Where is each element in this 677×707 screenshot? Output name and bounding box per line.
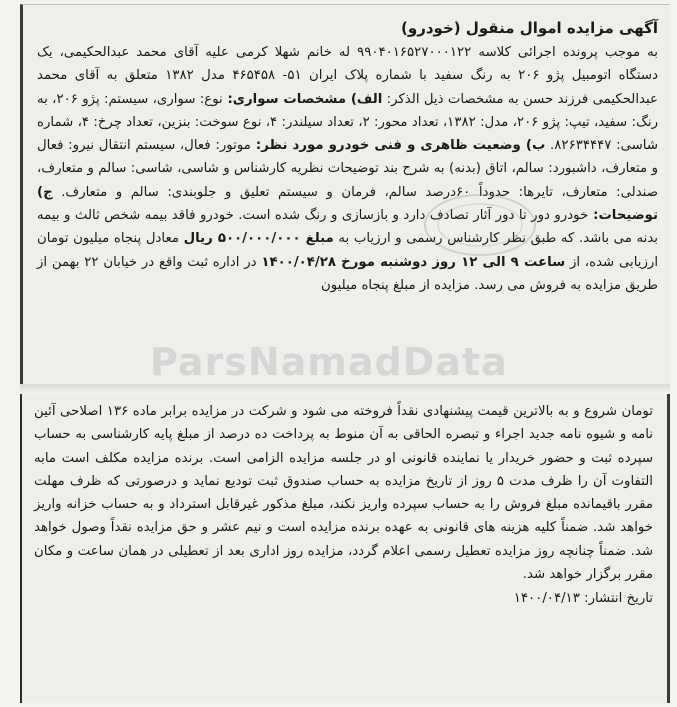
notice-continuation: تومان شروع و به بالاترین قیمت پیشنهادی نقداً فروخته می شود و شرکت در مزایده برابر ماده ۱۳۶ اصلاحی آئین نامه و شیوه نامه جدید اجراء و تبصره الحاقی به آن منوط به پرداخت ده درصد از مبلغ پایه کارشناسی به حساب سپرده ثبت و حضور خریدار یا نماینده قانونی او در جلسه مزایده الزامی است. برنده مزایده مکلف است مابه التفاوت آن را ظرف مدت ۵ روز از تاریخ مزایده به حساب صندوق ثبت تودیع نماید و درصورتی که ظرف مهلت مقرر باقیمانده مبلغ فروش را به حساب سپرده واریز نکند، مبلغ مذکور غیرقابل استرداد و به حساب خزانه واریز خواهد شد. ضمناً کلیه هزینه های قانونی به عهده برنده مزایده است و نیم عشر و حق مزایده نقداً وصول خواهد شد. ضمناً چنانچه روز مزایده تعطیل رسمی اعلام گردد، مزایده روز اداری بعد از تعطیلی در همان ساعت و مکان مقرر برگزار خواهد شد. xyxy=(34,404,653,583)
publish-date: تاریخ انتشار: ۱۴۰۰/۰۴/۱۳ xyxy=(513,591,653,607)
notice-heading-segment: الف) مشخصات سواری: xyxy=(222,91,383,107)
notice-heading-segment: ج) توضیحات: xyxy=(37,184,658,224)
notice-heading-segment: ساعت ۹ الی ۱۲ روز دوشنبه مورخ ۱۴۰۰/۰۴/۲۸ xyxy=(261,254,566,270)
notice-text-segment: موتور: فعال، سیستم انتقال نیرو: فعال و متعارف، داشبورد: سالم، اتاق (بدنه) به شرح بند توضیحات نظریه کارشناس و شاسی، شاسی: سالم و متعارف، صندلی: متعارف، تایرها: حدوداً ۶۰درصد سالم، فرمان و سیستم تعلیق و جلوبندی: سالم و متعارف. xyxy=(37,138,658,200)
notice-text-segment: نوع: سواری، سیستم: پژو ۲۰۶، به رنگ: سفید، تیپ: پژو ۲۰۶، مدل: ۱۳۸۲، تعداد محور: ۲، تعداد سیلندر: ۴، نوع سوخت: بنزین، تعداد چرخ: ۴، شماره شاسی: ۸۲۶۳۴۴۴۷. xyxy=(37,91,659,154)
watermark-logo: ParsNamadData xyxy=(150,340,508,384)
notice-text-segment: در اداره ثبت واقع در خیابان ۲۲ بهمن از طریق مزایده به فروش می رسد. مزایده از مبلغ پنجاه میلیون xyxy=(37,254,658,293)
notice-text-segment: خودرو دور تا دور آثار تصادف دارد و بازسازی و رنگ شده است. خودرو فاقد بیمه شخص ثالث و بیمه بدنه می باشد. که طبق نظر کارشناس رسمی و ارزیاب به xyxy=(37,208,659,247)
notice-body xyxy=(37,41,658,297)
notice-title: آگهی مزایده اموال منقول (خودرو) xyxy=(401,19,658,37)
notice-heading-segment: مبلغ ۵۰۰/۰۰۰/۰۰۰ ریال xyxy=(183,231,334,247)
notice-clip-top xyxy=(20,4,670,384)
notice-heading-segment: ب) وضعیت ظاهری و فنی خودرو مورد نظر: xyxy=(250,138,546,154)
clip-divider xyxy=(20,384,670,394)
notice-text-segment: به موجب پرونده اجرائی کلاسه ۹۹۰۴۰۱۶۵۲۷۰۰۰۱۲۲ له خانم شهلا کرمی علیه آقای محمد عبدالحکیمی، یک دستگاه اتومبیل پژو ۲۰۶ به رنگ سفید با شماره پلاک ایران ۵۱- ۴۶۵۴۵۸ مدل ۱۳۸۲ متعلق به آقای محمد عبدالحکیمی فرزند حسن به مشخصات ذیل الذکر: xyxy=(37,45,658,107)
notice-text-segment: معادل پنجاه میلیون تومان ارزیابی شده، از xyxy=(37,231,659,270)
notice-clip-bottom xyxy=(20,394,670,703)
